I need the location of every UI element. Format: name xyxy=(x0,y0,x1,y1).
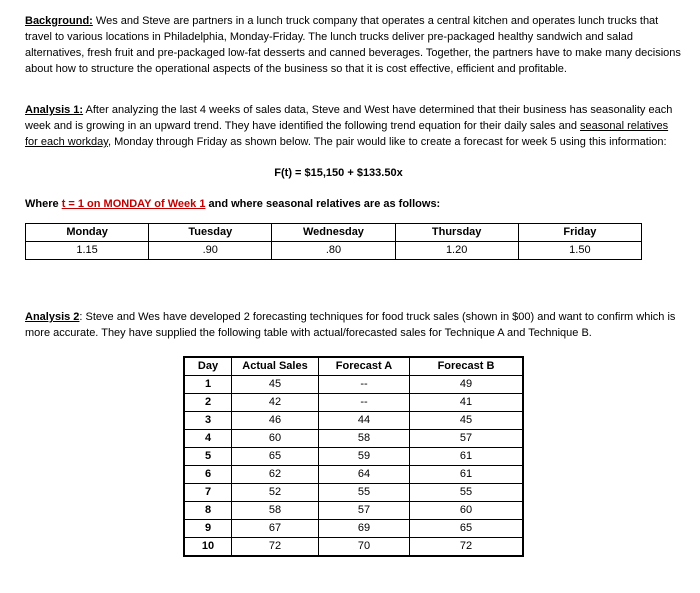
analysis1-label: Analysis 1: xyxy=(25,104,84,116)
day-cell: 8 xyxy=(184,502,232,520)
value-cell: 60 xyxy=(232,430,319,448)
value-cell: 67 xyxy=(232,520,319,538)
where-condition-highlight: t = 1 on MONDAY of Week 1 xyxy=(61,198,206,210)
seasonal-header-tuesday: Tuesday xyxy=(149,224,272,242)
forecast-header-actual-sales: Actual Sales xyxy=(232,357,319,376)
day-cell: 2 xyxy=(184,394,232,412)
background-paragraph xyxy=(25,13,682,77)
analysis2-text: : Steve and Wes have developed 2 forecasting techniques for food truck sales (shown in $00) and want to confirm which is more accurate. They have supplied the following table with actual/forecasted sales for Technique A and Technique B. xyxy=(25,311,676,339)
seasonal-value-wednesday: .80 xyxy=(272,242,395,260)
day-cell: 4 xyxy=(184,430,232,448)
value-cell: 72 xyxy=(232,538,319,557)
value-cell: 57 xyxy=(319,502,410,520)
table-row xyxy=(184,502,523,520)
value-cell: 46 xyxy=(232,412,319,430)
value-cell: 41 xyxy=(410,394,524,412)
analysis1-text-a: After analyzing the last 4 weeks of sales data, Steve and West have determined that their business has seasonality each week and is growing in an upward trend. They have identified the following trend equation for their daily sales and xyxy=(25,104,673,132)
seasonal-value-friday: 1.50 xyxy=(518,242,641,260)
value-cell: 69 xyxy=(319,520,410,538)
analysis2-label: Analysis 2 xyxy=(25,311,80,323)
value-cell: 44 xyxy=(319,412,410,430)
table-row xyxy=(184,538,523,557)
value-cell: 42 xyxy=(232,394,319,412)
value-cell: 62 xyxy=(232,466,319,484)
table-row xyxy=(184,484,523,502)
table-row xyxy=(184,376,523,394)
value-cell: 55 xyxy=(319,484,410,502)
value-cell: 45 xyxy=(232,376,319,394)
forecast-header-row xyxy=(184,357,523,376)
value-cell: 58 xyxy=(232,502,319,520)
table-row xyxy=(184,466,523,484)
value-cell: 72 xyxy=(410,538,524,557)
value-cell: 61 xyxy=(410,448,524,466)
day-cell: 3 xyxy=(184,412,232,430)
value-cell: 52 xyxy=(232,484,319,502)
value-cell: 45 xyxy=(410,412,524,430)
forecast-header-forecast-a: Forecast A xyxy=(319,357,410,376)
table-row xyxy=(184,448,523,466)
value-cell: 65 xyxy=(232,448,319,466)
where-statement xyxy=(25,196,682,212)
seasonal-value-tuesday: .90 xyxy=(149,242,272,260)
value-cell: 49 xyxy=(410,376,524,394)
trend-equation: F(t) = $15,150 + $133.50x xyxy=(274,167,403,179)
day-cell: 5 xyxy=(184,448,232,466)
value-cell: -- xyxy=(319,394,410,412)
seasonal-header-wednesday: Wednesday xyxy=(272,224,395,242)
seasonal-relatives-table xyxy=(25,223,642,260)
day-cell: 1 xyxy=(184,376,232,394)
day-cell: 6 xyxy=(184,466,232,484)
day-cell: 10 xyxy=(184,538,232,557)
value-cell: 65 xyxy=(410,520,524,538)
where-prefix: Where xyxy=(25,198,62,210)
analysis1-paragraph xyxy=(25,102,682,150)
seasonal-header-row xyxy=(26,224,642,242)
where-suffix: and where seasonal relatives are as follows: xyxy=(205,198,441,210)
value-cell: 64 xyxy=(319,466,410,484)
seasonal-header-monday: Monday xyxy=(26,224,149,242)
background-text: Wes and Steve are partners in a lunch truck company that operates a central kitchen and operates lunch trucks that travel to various locations in Philadelphia, Monday-Friday. The lunch trucks deliver pre-packaged healthy sandwich and salad alternatives, fresh fruit and pre-packaged low-fat desserts and canned beverages. Together, the partners have to make many decisions about how to structure the operational aspects of the business so that it is cost effective, efficient and profitable. xyxy=(25,15,681,75)
forecast-comparison-table xyxy=(183,356,524,557)
value-cell: 57 xyxy=(410,430,524,448)
value-cell: 60 xyxy=(410,502,524,520)
day-cell: 9 xyxy=(184,520,232,538)
seasonal-value-monday: 1.15 xyxy=(26,242,149,260)
value-cell: 58 xyxy=(319,430,410,448)
value-cell: -- xyxy=(319,376,410,394)
background-label: Background: xyxy=(25,15,93,27)
table-row xyxy=(184,430,523,448)
table-row xyxy=(184,520,523,538)
seasonal-values-row xyxy=(26,242,642,260)
value-cell: 61 xyxy=(410,466,524,484)
table-row xyxy=(184,412,523,430)
analysis1-text-b: , Monday through Friday as shown below. The pair would like to create a forecast for week 5 using this information: xyxy=(107,136,667,148)
value-cell: 55 xyxy=(410,484,524,502)
forecast-header-day: Day xyxy=(184,357,232,376)
day-cell: 7 xyxy=(184,484,232,502)
forecast-table-body xyxy=(184,376,523,557)
seasonal-value-thursday: 1.20 xyxy=(395,242,518,260)
analysis2-paragraph xyxy=(25,309,682,341)
table-row xyxy=(184,394,523,412)
forecast-header-forecast-b: Forecast B xyxy=(410,357,524,376)
seasonal-header-friday: Friday xyxy=(518,224,641,242)
value-cell: 70 xyxy=(319,538,410,557)
seasonal-header-thursday: Thursday xyxy=(395,224,518,242)
value-cell: 59 xyxy=(319,448,410,466)
analysis1-underlined-phrase: seasonal relatives for each workday xyxy=(25,120,669,148)
